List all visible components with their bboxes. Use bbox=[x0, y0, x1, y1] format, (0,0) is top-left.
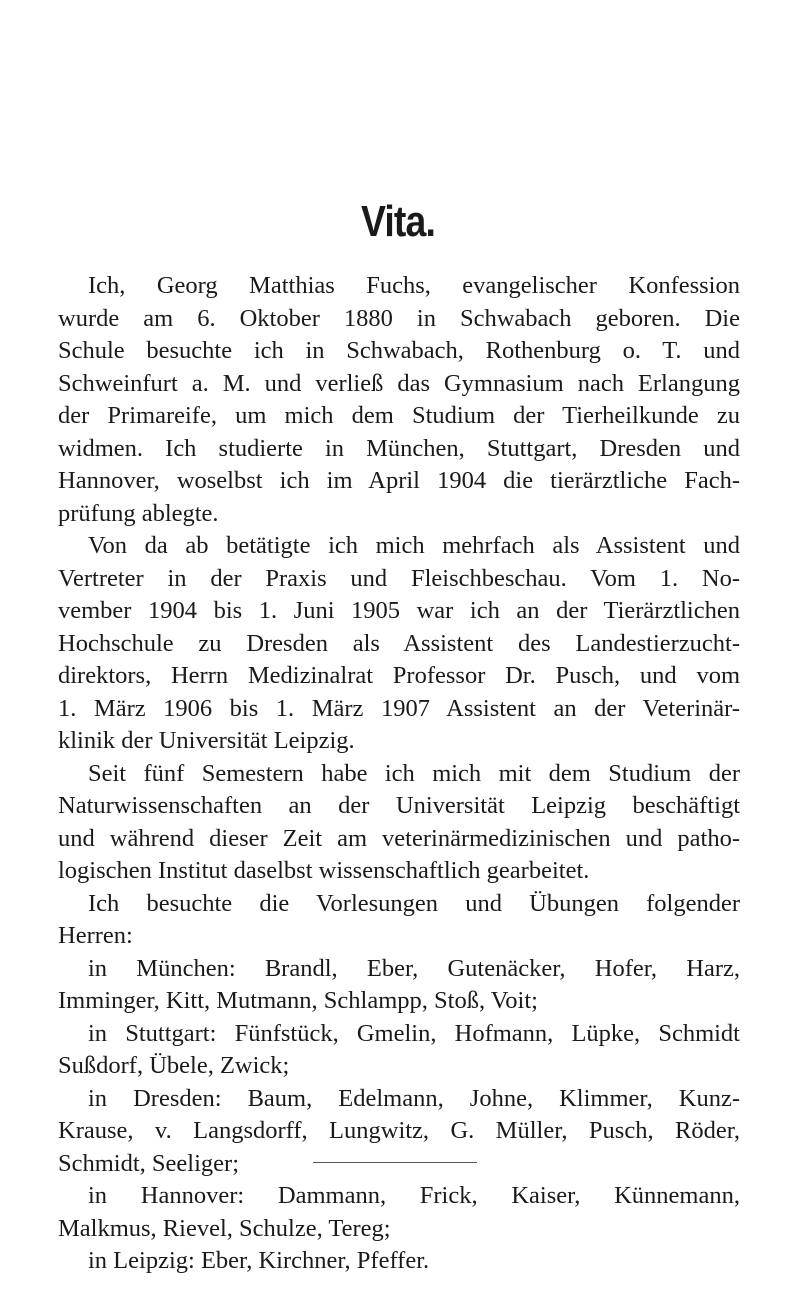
text-line: Ich, Georg Matthias Fuchs, evangelischer Konfession bbox=[88, 272, 740, 299]
text-line: 1. März 1906 bis 1. März 1907 Assistent an der Veterinär- bbox=[58, 694, 740, 722]
text-line: wurde am 6. Oktober 1880 in Schwabach geboren. Die bbox=[58, 304, 740, 332]
text-line: in Hannover: Dammann, Frick, Kaiser, Künnemann, bbox=[88, 1182, 740, 1209]
text-line: der Primareife, um mich dem Studium der Tierheilkunde zu bbox=[58, 402, 740, 429]
text-line: Schule besuchte ich in Schwabach, Rothenburg o. T. und bbox=[58, 337, 740, 364]
text-line: in München: Brandl, Eber, Gutenäcker, Hofer, Harz, bbox=[88, 954, 740, 982]
text-line: Schweinfurt a. M. und verließ das Gymnasium nach Erlangung bbox=[58, 369, 740, 397]
page-title: Vita. bbox=[360, 197, 436, 246]
text-line: logischen Institut daselbst wissenschaftlich gearbeitet. bbox=[58, 857, 590, 884]
text-line: Krause, v. Langsdorff, Lungwitz, G. Müller, Pusch, Röder, bbox=[58, 1117, 740, 1144]
text-line: Hochschule zu Dresden als Assistent des Landestierzucht- bbox=[58, 629, 740, 657]
text-line: Naturwissenschaften an der Universität Leipzig beschäftigt bbox=[58, 792, 740, 819]
text-line: vember 1904 bis 1. Juni 1905 war ich an der Tierärztlichen bbox=[58, 597, 740, 624]
closing-rule bbox=[313, 1162, 477, 1163]
vita-body bbox=[58, 270, 740, 1278]
text-line: Ich besuchte die Vorlesungen und Übungen folgender bbox=[88, 889, 740, 917]
text-line: Malkmus, Rievel, Schulze, Tereg; bbox=[58, 1214, 391, 1242]
text-line: und während dieser Zeit am veterinärmedizinischen und patho- bbox=[58, 824, 740, 852]
text-line: in Dresden: Baum, Edelmann, Johne, Klimmer, Kunz- bbox=[88, 1084, 740, 1112]
text-line: Seit fünf Semestern habe ich mich mit dem Studium der bbox=[88, 759, 740, 787]
text-line: Imminger, Kitt, Mutmann, Schlampp, Stoß, Voit; bbox=[58, 987, 538, 1014]
text-line: Herren: bbox=[58, 922, 133, 949]
text-line: direktors, Herrn Medizinalrat Professor Dr. Pusch, und vom bbox=[58, 662, 740, 689]
text-line: Hannover, woselbst ich im April 1904 die tierärztliche Fach- bbox=[58, 467, 740, 494]
text-line: Sußdorf, Übele, Zwick; bbox=[58, 1052, 290, 1079]
text-line: in Leipzig: Eber, Kirchner, Pfeffer. bbox=[88, 1247, 430, 1274]
text-line: in Stuttgart: Fünfstück, Gmelin, Hofmann, Lüpke, Schmidt bbox=[88, 1019, 740, 1047]
text-line: Schmidt, Seeliger; bbox=[58, 1149, 239, 1177]
text-line: prüfung ablegte. bbox=[58, 499, 219, 527]
text-line: widmen. Ich studierte in München, Stuttgart, Dresden und bbox=[58, 434, 740, 462]
text-line: Vertreter in der Praxis und Fleischbeschau. Vom 1. No- bbox=[58, 564, 740, 592]
text-line: klinik der Universität Leipzig. bbox=[58, 727, 355, 754]
text-line: Von da ab betätigte ich mich mehrfach als Assistent und bbox=[88, 532, 740, 559]
